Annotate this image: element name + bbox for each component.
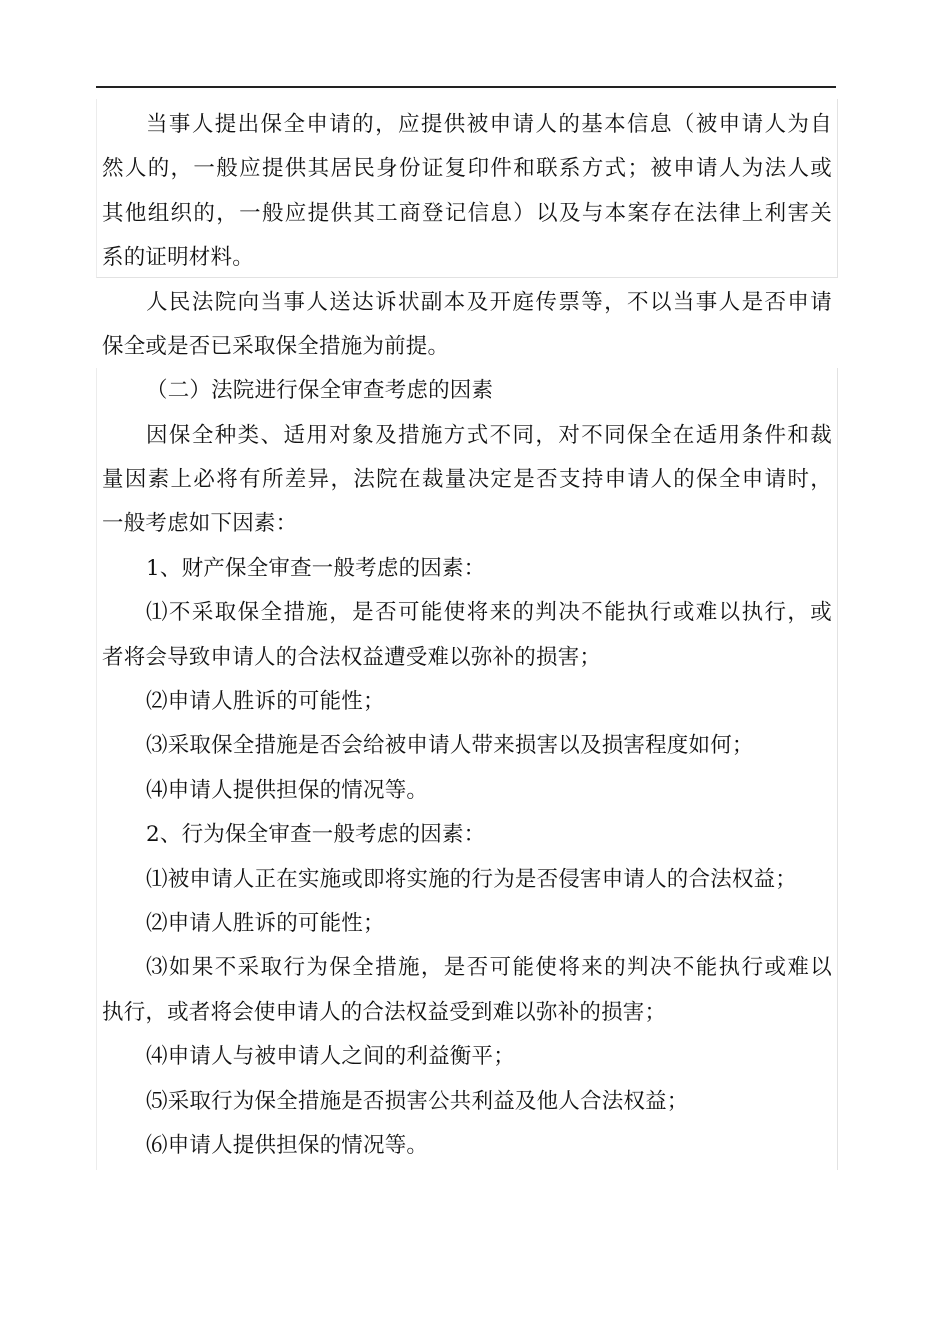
list-item: ⑴被申请人正在实施或即将实施的行为是否侵害申请人的合法权益；	[146, 867, 798, 892]
list-item: ⑵申请人胜诉的可能性；	[146, 911, 385, 936]
list-item: ⑹申请人提供担保的情况等。	[146, 1133, 429, 1158]
paragraph-line: 量因素上必将有所差异，法院在裁量决定是否支持申请人的保全申请时，	[102, 467, 832, 492]
list-item: ⑵申请人胜诉的可能性；	[146, 689, 385, 714]
paragraph-line: 当事人提出保全申请的，应提供被申请人的基本信息（被申请人为自	[146, 112, 832, 137]
paragraph-line: 一般考虑如下因素：	[102, 511, 298, 536]
list-item-continuation: 执行，或者将会使申请人的合法权益受到难以弥补的损害；	[102, 1000, 667, 1025]
paragraph-line: 因保全种类、适用对象及措施方式不同，对不同保全在适用条件和裁	[146, 423, 832, 448]
list-item: ⑶如果不采取行为保全措施，是否可能使将来的判决不能执行或难以	[146, 955, 832, 980]
paragraph-line: 然人的，一般应提供其居民身份证复印件和联系方式；被申请人为法人或	[102, 156, 832, 181]
paragraph-line: 系的证明材料。	[102, 245, 254, 270]
list-item: ⑶采取保全措施是否会给被申请人带来损害以及损害程度如何；	[146, 733, 754, 758]
list-item: ⑴不采取保全措施，是否可能使将来的判决不能执行或难以执行，或	[146, 600, 832, 625]
paragraph-line: 保全或是否已采取保全措施为前提。	[102, 334, 450, 359]
section-heading: （二）法院进行保全审查考虑的因素	[146, 378, 494, 403]
list-item: ⑷申请人提供担保的情况等。	[146, 778, 429, 803]
list-item: ⑷申请人与被申请人之间的利益衡平；	[146, 1044, 515, 1069]
paragraph-line: 其他组织的，一般应提供其工商登记信息）以及与本案存在法律上利害关	[102, 201, 832, 226]
subsection-heading: 1、财产保全审查一般考虑的因素：	[146, 556, 486, 581]
paragraph-line: 人民法院向当事人送达诉状副本及开庭传票等，不以当事人是否申请	[146, 290, 832, 315]
header-rule	[96, 86, 836, 88]
list-item: ⑸采取行为保全措施是否损害公共利益及他人合法权益；	[146, 1089, 689, 1114]
list-item-continuation: 者将会导致申请人的合法权益遭受难以弥补的损害；	[102, 645, 602, 670]
subsection-heading: 2、行为保全审查一般考虑的因素：	[146, 822, 486, 847]
